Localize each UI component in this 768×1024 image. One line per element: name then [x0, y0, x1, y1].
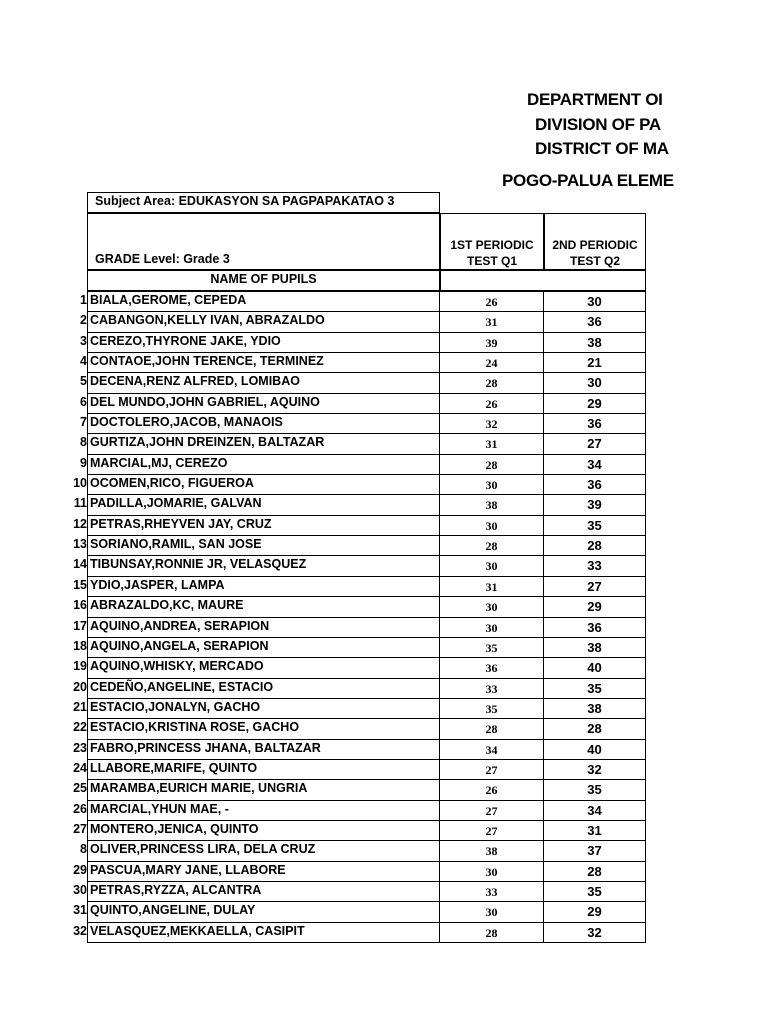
- pupil-rows: [0, 291, 768, 942]
- q2-score: 29: [544, 596, 646, 617]
- table-row: [0, 535, 768, 555]
- q1-score: 27: [440, 820, 544, 841]
- pupil-name-cell: [87, 657, 440, 678]
- subject-area-label: Subject Area: EDUKASYON SA PAGPAPAKATAO 3: [95, 194, 395, 208]
- table-row: [0, 555, 768, 575]
- pupil-name: PETRAS,RHEYVEN JAY, CRUZ: [90, 516, 272, 531]
- table-row: [0, 291, 768, 311]
- pupil-name: AQUINO,WHISKY, MERCADO: [90, 659, 264, 674]
- table-row: [0, 596, 768, 616]
- q1-column-header: [440, 237, 544, 269]
- q1-score: 28: [440, 922, 544, 943]
- table-bottom-border: [87, 942, 646, 943]
- row-number: 3: [80, 333, 87, 348]
- pupil-name-cell: [87, 433, 440, 454]
- q1-score: 27: [440, 800, 544, 821]
- q1-score: 30: [440, 861, 544, 882]
- pupil-name: DOCTOLERO,JACOB, MANAOIS: [90, 415, 283, 430]
- q2-score: 29: [544, 901, 646, 922]
- q2-score: 38: [544, 637, 646, 658]
- pupil-name-cell: [87, 576, 440, 597]
- q1-score: 30: [440, 474, 544, 495]
- q1-score: 28: [440, 535, 544, 556]
- q2-score: 35: [544, 515, 646, 536]
- pupil-name: MARCIAL,MJ, CEREZO: [90, 455, 228, 470]
- q1-header-line1: 1ST PERIODIC: [450, 238, 534, 252]
- row-number: 23: [73, 740, 87, 755]
- pupil-name: OLIVER,PRINCESS LIRA, DELA CRUZ: [90, 842, 316, 857]
- pupil-name: QUINTO,ANGELINE, DULAY: [90, 903, 256, 918]
- q2-header-line2: TEST Q2: [569, 254, 620, 268]
- q2-score: 30: [544, 291, 646, 312]
- q1-score: 35: [440, 698, 544, 719]
- row-number: 4: [80, 354, 87, 369]
- pupil-name-cell: [87, 678, 440, 699]
- table-row: [0, 454, 768, 474]
- header-district: DISTRICT OF MA: [535, 139, 669, 158]
- q1-score: 24: [440, 352, 544, 373]
- table-row: [0, 393, 768, 413]
- pupil-name-cell: [87, 881, 440, 902]
- q2-score: 35: [544, 779, 646, 800]
- pupil-name: CABANGON,KELLY IVAN, ABRAZALDO: [90, 313, 325, 328]
- table-row: [0, 820, 768, 840]
- grade-level-label: GRADE Level: Grade 3: [95, 252, 230, 266]
- q2-score: 32: [544, 922, 646, 943]
- q1-score: 33: [440, 881, 544, 902]
- pupil-name-cell: [87, 535, 440, 556]
- table-row: [0, 311, 768, 331]
- pupil-name-cell: [87, 698, 440, 719]
- table-row: [0, 881, 768, 901]
- q2-score: 39: [544, 494, 646, 515]
- q1-score: 30: [440, 515, 544, 536]
- row-number: 29: [73, 862, 87, 877]
- table-row: [0, 698, 768, 718]
- q1-score: 30: [440, 901, 544, 922]
- row-number: 20: [73, 679, 87, 694]
- q2-score: 21: [544, 352, 646, 373]
- row-number: 31: [73, 903, 87, 918]
- pupil-name: CONTAOE,JOHN TERENCE, TERMINEZ: [90, 354, 324, 369]
- row-number: 18: [73, 638, 87, 653]
- q2-score: 27: [544, 433, 646, 454]
- pupil-name-cell: [87, 759, 440, 780]
- table-row: [0, 901, 768, 921]
- row-number: 6: [80, 394, 87, 409]
- pupil-name-cell: [87, 840, 440, 861]
- pupil-name: PETRAS,RYZZA, ALCANTRA: [90, 882, 262, 897]
- pupil-name-cell: [87, 739, 440, 760]
- pupil-name-cell: [87, 474, 440, 495]
- row-number: 30: [73, 882, 87, 897]
- q2-score: 35: [544, 881, 646, 902]
- row-number: 27: [73, 821, 87, 836]
- pupil-name-cell: [87, 596, 440, 617]
- q1-score: 32: [440, 413, 544, 434]
- pupil-name: PASCUA,MARY JANE, LLABORE: [90, 862, 286, 877]
- pupil-name: YDIO,JASPER, LAMPA: [90, 577, 225, 592]
- pupil-name: CEREZO,THYRONE JAKE, YDIO: [90, 333, 281, 348]
- pupil-name-cell: [87, 332, 440, 353]
- table-row: [0, 637, 768, 657]
- q1-score: 27: [440, 759, 544, 780]
- table-row: [0, 372, 768, 392]
- q2-score: 40: [544, 739, 646, 760]
- pupil-name: OCOMEN,RICO, FIGUEROA: [90, 476, 254, 491]
- pupil-name-cell: [87, 393, 440, 414]
- row-number: 13: [73, 537, 87, 552]
- q1-score: 38: [440, 494, 544, 515]
- table-row: [0, 515, 768, 535]
- pupil-name-cell: [87, 718, 440, 739]
- table-row: [0, 617, 768, 637]
- row-number: 19: [73, 659, 87, 674]
- pupil-name: LLABORE,MARIFE, QUINTO: [90, 760, 258, 775]
- row-number: 7: [80, 415, 87, 430]
- row-number: 11: [73, 496, 87, 511]
- pupil-name-cell: [87, 861, 440, 882]
- q2-score: 30: [544, 372, 646, 393]
- q2-score: 27: [544, 576, 646, 597]
- row-number: 22: [73, 720, 87, 735]
- table-row: [0, 922, 768, 942]
- table-row: [0, 779, 768, 799]
- pupil-name-cell: [87, 901, 440, 922]
- q1-score: 33: [440, 678, 544, 699]
- pupil-name: PADILLA,JOMARIE, GALVAN: [90, 496, 262, 511]
- pupil-name: MARCIAL,YHUN MAE, -: [90, 801, 229, 816]
- q2-score: 28: [544, 718, 646, 739]
- q2-score: 36: [544, 413, 646, 434]
- pupil-name: CEDEÑO,ANGELINE, ESTACIO: [90, 679, 274, 694]
- pupil-name-cell: [87, 637, 440, 658]
- table-row: [0, 678, 768, 698]
- q2-score: 38: [544, 698, 646, 719]
- q1-score: 39: [440, 332, 544, 353]
- pupil-name-cell: [87, 617, 440, 638]
- row-number: 17: [73, 618, 87, 633]
- q2-score: 31: [544, 820, 646, 841]
- row-number: 1: [80, 293, 87, 307]
- q1-score: 31: [440, 311, 544, 332]
- table-row: [0, 494, 768, 514]
- q2-score: 29: [544, 393, 646, 414]
- q1-score: 38: [440, 840, 544, 861]
- pupil-name: VELASQUEZ,MEKKAELLA, CASIPIT: [90, 923, 305, 938]
- pupil-name: AQUINO,ANDREA, SERAPION: [90, 618, 270, 633]
- q2-score: 32: [544, 759, 646, 780]
- pupil-name: ESTACIO,KRISTINA ROSE, GACHO: [90, 720, 300, 735]
- q1-score: 36: [440, 657, 544, 678]
- pupil-name-cell: [87, 413, 440, 434]
- row-number: 15: [73, 577, 87, 592]
- q1-score: 34: [440, 739, 544, 760]
- pupil-name-cell: [87, 555, 440, 576]
- pupil-name: DEL MUNDO,JOHN GABRIEL, AQUINO: [90, 394, 320, 409]
- table-row: [0, 332, 768, 352]
- row-number: 32: [73, 923, 87, 938]
- row-number: 8: [80, 435, 87, 450]
- row-number: 16: [73, 598, 87, 613]
- pupil-name-cell: [87, 372, 440, 393]
- pupil-name: MONTERO,JENICA, QUINTO: [90, 821, 259, 836]
- header-school: POGO-PALUA ELEME: [502, 171, 674, 190]
- pupil-name-cell: [87, 352, 440, 373]
- pupil-name-cell: [87, 291, 440, 312]
- table-row: [0, 800, 768, 820]
- q1-score: 28: [440, 718, 544, 739]
- q2-score: 37: [544, 840, 646, 861]
- header-division: DIVISION OF PA: [535, 115, 661, 134]
- q2-score: 36: [544, 311, 646, 332]
- q1-score: 28: [440, 372, 544, 393]
- pupil-name: MARAMBA,EURICH MARIE, UNGRIA: [90, 781, 308, 796]
- q2-score: 40: [544, 657, 646, 678]
- q1-score: 28: [440, 454, 544, 475]
- pupil-name: BIALA,GEROME, CEPEDA: [90, 293, 247, 307]
- row-number: 12: [73, 516, 87, 531]
- q2-score: 36: [544, 474, 646, 495]
- row-number: 21: [73, 699, 87, 714]
- q1-header-line2: TEST Q1: [466, 254, 517, 268]
- header-department: DEPARTMENT OI: [527, 90, 663, 109]
- q2-score: 34: [544, 454, 646, 475]
- q2-score: 35: [544, 678, 646, 699]
- table-row: [0, 759, 768, 779]
- row-number: 5: [80, 374, 87, 389]
- row-number: 2: [80, 313, 87, 328]
- q2-score: 28: [544, 535, 646, 556]
- name-of-pupils-header: NAME OF PUPILS: [210, 272, 317, 286]
- pupil-name-cell: [87, 454, 440, 475]
- pupil-name: DECENA,RENZ ALFRED, LOMIBAO: [90, 374, 300, 389]
- q1-score: 30: [440, 596, 544, 617]
- q2-score: 34: [544, 800, 646, 821]
- table-row: [0, 657, 768, 677]
- row-number: 25: [73, 781, 87, 796]
- pupil-name: AQUINO,ANGELA, SERAPION: [90, 638, 269, 653]
- row-number: 10: [73, 476, 87, 491]
- table-row: [0, 474, 768, 494]
- pupil-name-cell: [87, 800, 440, 821]
- row-number: 14: [73, 557, 87, 572]
- q1-score: 26: [440, 291, 544, 312]
- q1-score: 26: [440, 393, 544, 414]
- pupil-name-cell: [87, 311, 440, 332]
- q2-score: 38: [544, 332, 646, 353]
- pupil-name: ABRAZALDO,KC, MAURE: [90, 598, 244, 613]
- row-number: 8: [80, 842, 87, 857]
- row-number: 24: [73, 760, 87, 775]
- pupil-name-cell: [87, 515, 440, 536]
- q2-score: 28: [544, 861, 646, 882]
- pupil-name-cell: [87, 494, 440, 515]
- table-row: [0, 718, 768, 738]
- q1-score: 30: [440, 555, 544, 576]
- q2-score: 33: [544, 555, 646, 576]
- q1-score: 31: [440, 433, 544, 454]
- table-row: [0, 413, 768, 433]
- table-row: [0, 861, 768, 881]
- pupil-name: ESTACIO,JONALYN, GACHO: [90, 699, 261, 714]
- q1-score: 35: [440, 637, 544, 658]
- pupil-name: TIBUNSAY,RONNIE JR, VELASQUEZ: [90, 557, 307, 572]
- table-row: [0, 352, 768, 372]
- row-number: 26: [73, 801, 87, 816]
- score-blank-header-cell: [440, 270, 646, 291]
- table-row: [0, 576, 768, 596]
- table-row: [0, 739, 768, 759]
- q2-column-header: [544, 237, 646, 269]
- pupil-name-cell: [87, 922, 440, 943]
- q1-score: 31: [440, 576, 544, 597]
- q1-score: 30: [440, 617, 544, 638]
- pupil-name-cell: [87, 820, 440, 841]
- row-number: 9: [80, 455, 87, 470]
- pupil-name: SORIANO,RAMIL, SAN JOSE: [90, 537, 262, 552]
- table-row: [0, 433, 768, 453]
- q2-header-line1: 2ND PERIODIC: [552, 238, 638, 252]
- q1-score: 26: [440, 779, 544, 800]
- pupil-name: GURTIZA,JOHN DREINZEN, BALTAZAR: [90, 435, 325, 450]
- q2-score: 36: [544, 617, 646, 638]
- table-row: [0, 840, 768, 860]
- pupil-name: FABRO,PRINCESS JHANA, BALTAZAR: [90, 740, 321, 755]
- pupil-name-cell: [87, 779, 440, 800]
